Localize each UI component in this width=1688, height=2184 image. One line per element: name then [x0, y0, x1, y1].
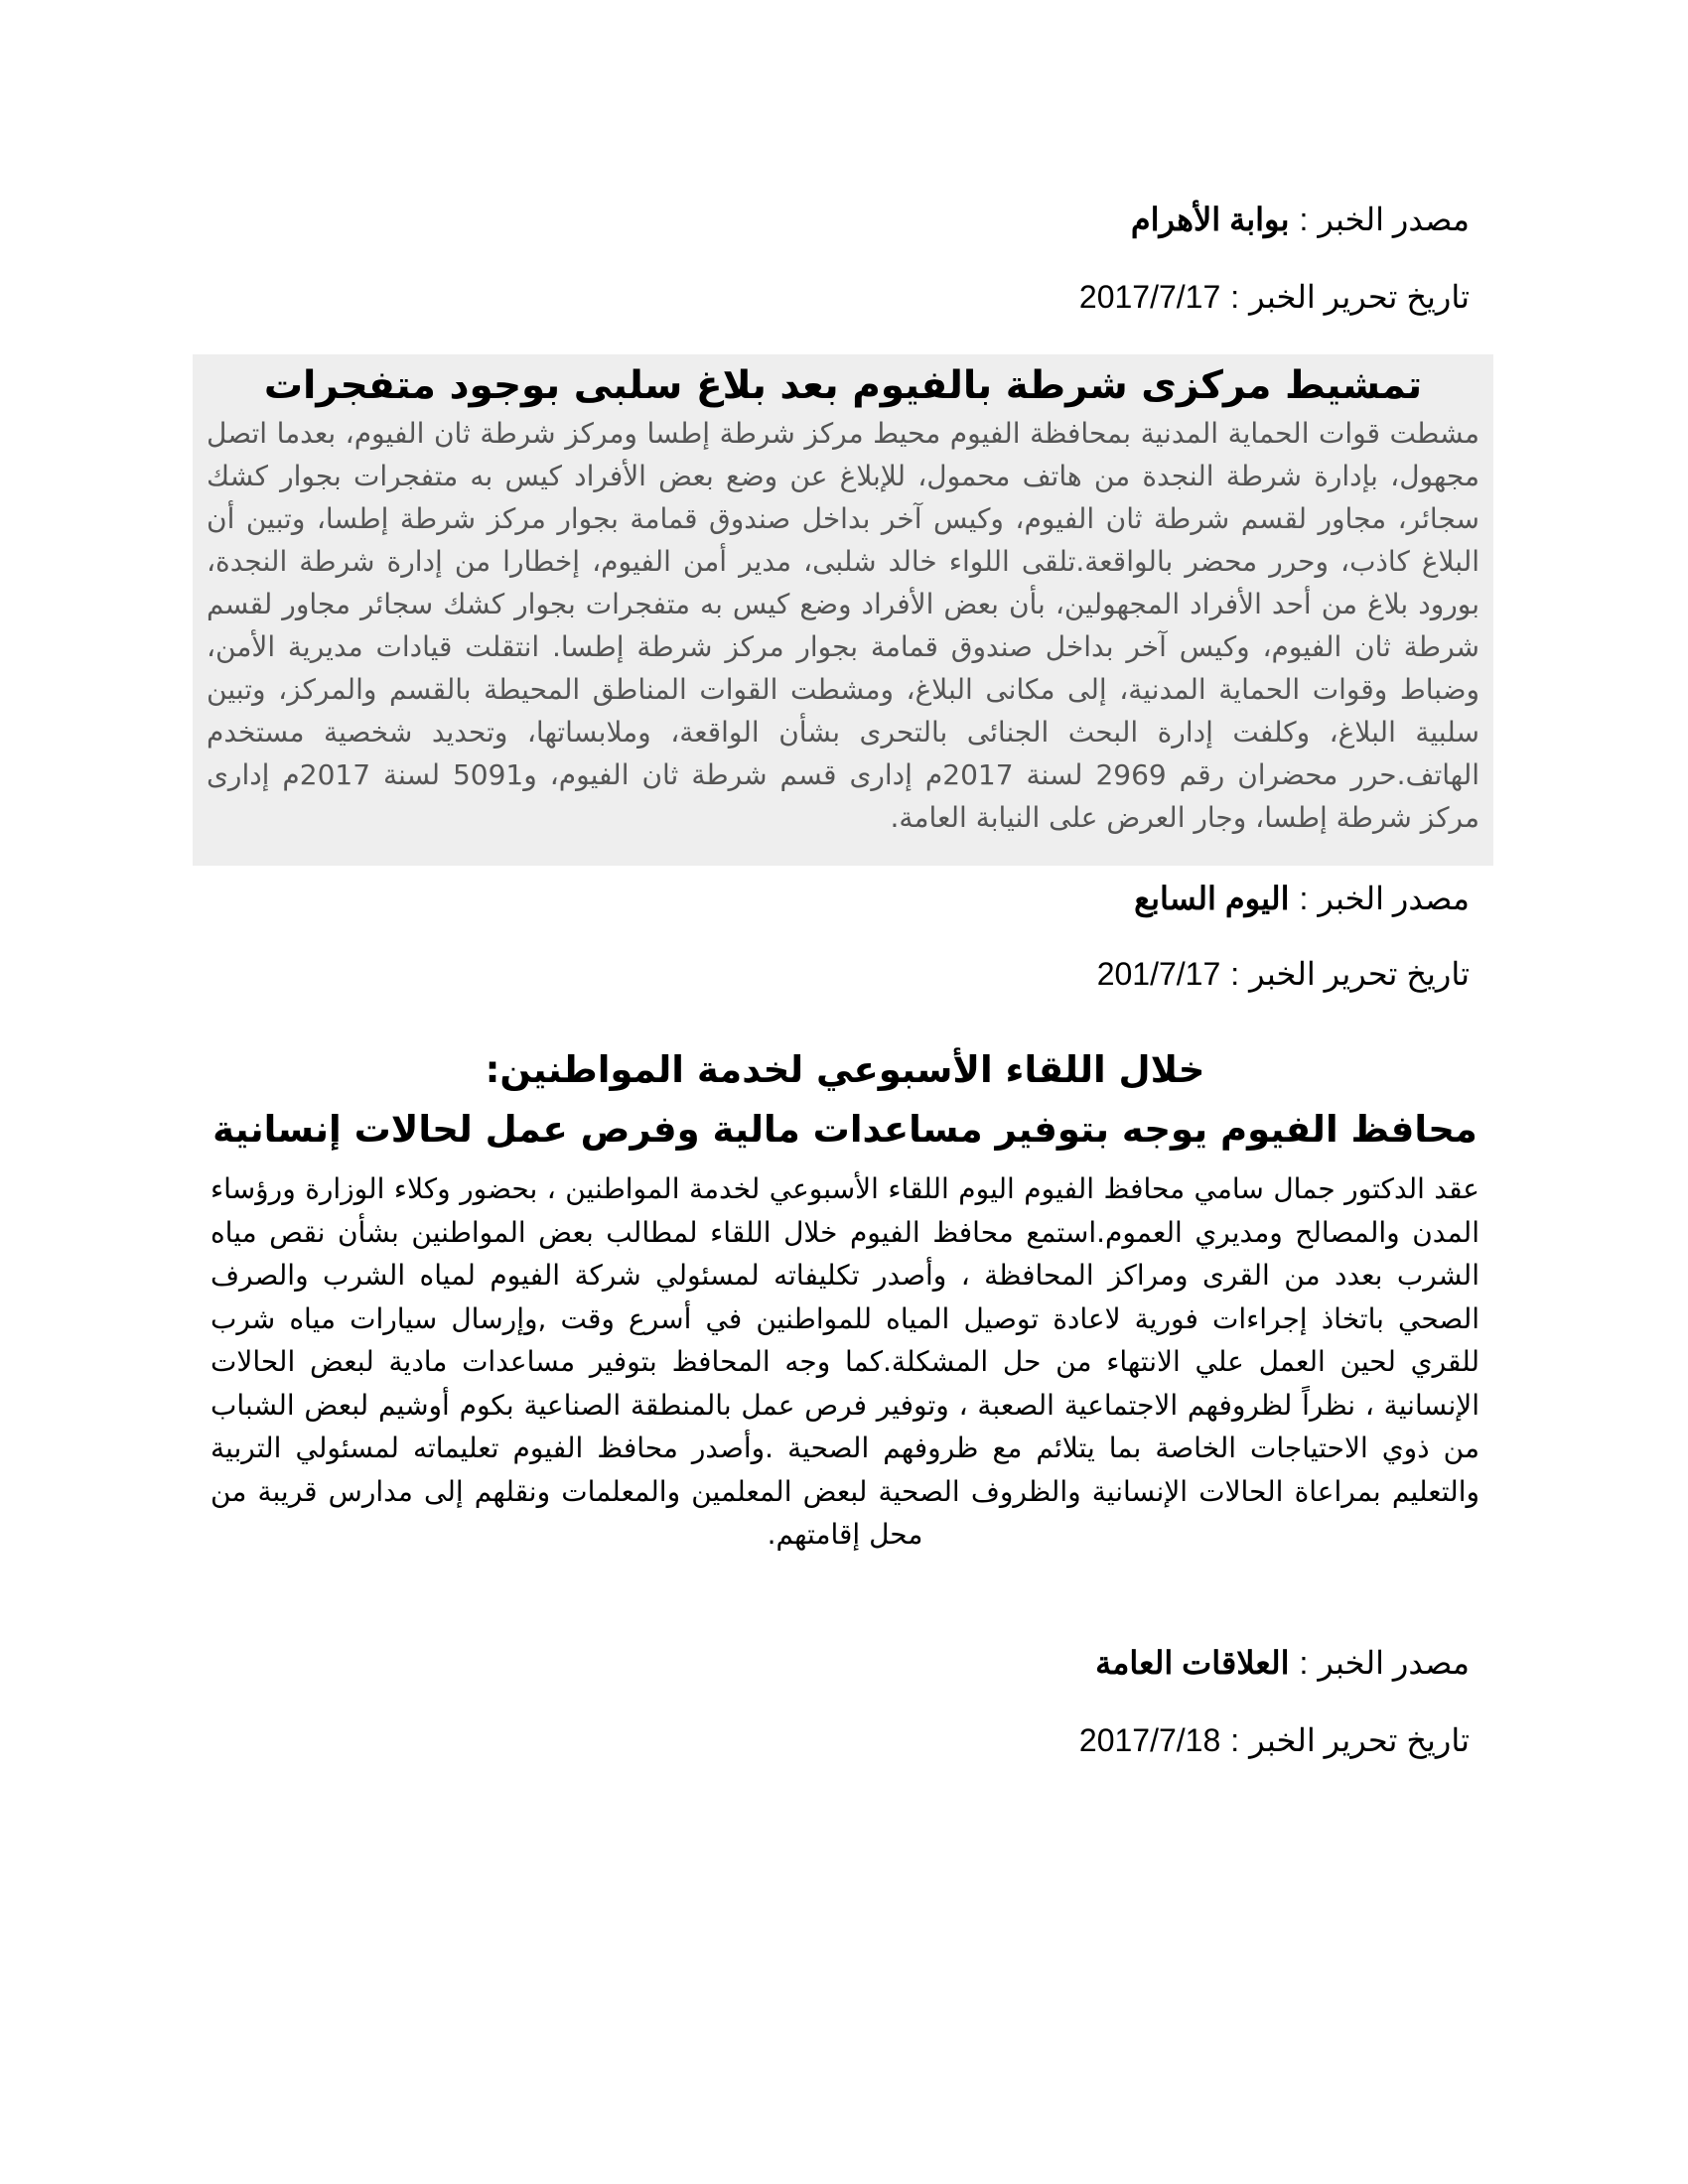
separator: : [1230, 279, 1240, 315]
source-label: مصدر الخبر [1318, 881, 1470, 916]
source-value: العلاقات العامة [1095, 1645, 1290, 1681]
separator: : [1230, 956, 1240, 992]
article-block [193, 354, 1493, 866]
source-value: اليوم السابع [1134, 881, 1290, 916]
date-value: 201/7/17 [1096, 956, 1221, 992]
article-title: تمشيط مركزى شرطة بالفيوم بعد بلاغ سلبى بوجود متفجرات [263, 363, 1423, 408]
edit-date-line [179, 955, 1470, 993]
separator: : [1299, 1645, 1309, 1681]
separator: : [1299, 202, 1309, 237]
edit-date-line [179, 278, 1470, 316]
news-source-line [179, 201, 1470, 238]
separator: : [1299, 881, 1309, 916]
article-body: عقد الدكتور جمال سامي محافظ الفيوم اليوم اللقاء الأسبوعي لخدمة المواطنين ، بحضور وكلاء الوزارة ورؤساء المدن والمصالح ومديري العموم.استمع محافظ الفيوم خلال اللقاء لمطالب بعض المواطنين بشأن نقص مياه الشرب بعدد من القرى ومراكز المحافظة ، وأصدر تكليفاته لمسئولي شركة الفيوم لمياه الشرب والصرف الصحي باتخاذ إجراءات فورية لاعادة توصيل المياه للمواطنين في أسرع وقت ,وإرسال سيارات مياه شرب للقري لحين العمل علي الانتهاء من حل المشكلة.كما وجه المحافظ بتوفير مساعدات مادية لبعض الحالات الإنسانية ، نظراً لظروفهم الاجتماعية الصعبة ، وتوفير فرص عمل بالمنطقة الصناعية بكوم أوشيم لبعض الشباب من ذوي الاحتياجات الخاصة بما يتلائم مع ظروفهم الصحية .وأصدر محافظ الفيوم تعليماته لمسئولي التربية والتعليم بمراعاة الحالات الإنسانية والظروف الصحية لبعض المعلمين والمعلمات ونقلهم إلى مدارس قريبة من محل إقامتهم. [211, 1172, 1479, 1551]
source-label: مصدر الخبر [1318, 1645, 1470, 1681]
separator: : [1230, 1722, 1240, 1758]
source-value: بوابة الأهرام [1130, 202, 1290, 237]
article-body: مشطت قوات الحماية المدنية بمحافظة الفيوم محيط مركز شرطة إطسا ومركز شرطة ثان الفيوم، بعدما اتصل مجهول، بإدارة شرطة النجدة من هاتف محمول، للإبلاغ عن وضع بعض الأفراد كيس به متفجرات بجوار كشك سجائر، مجاور لقسم شرطة ثان الفيوم، وكيس آخر بداخل صندوق قمامة بجوار مركز شرطة إطسا، وتبين أن البلاغ كاذب، وحرر محضر بالواقعة.تلقى اللواء خالد شلبى، مدير أمن الفيوم، إخطارا من إدارة شرطة النجدة، بورود بلاغ من أحد الأفراد المجهولين، بأن بعض الأفراد وضع كيس به متفجرات بجوار كشك سجائر مجاور لقسم شرطة ثان الفيوم، وكيس آخر بداخل صندوق قمامة بجوار مركز شرطة إطسا. انتقلت قيادات مديرية الأمن، وضباط وقوات الحماية المدنية، إلى مكانى البلاغ، ومشطت القوات المناطق المحيطة بالقسم والمركز، وتبين سلبية البلاغ، وكلفت إدارة البحث الجنائى بالتحرى بشأن الواقعة، وملابساتها، وتحديد شخصية مستخدم الهاتف.حرر محضران رقم 2969 لسنة 2017م إدارى قسم شرطة ثان الفيوم، و5091 لسنة 2017م إدارى مركز شرطة إطسا، وجار العرض على النيابة العامة. [207, 417, 1480, 834]
article-block [195, 1040, 1495, 1557]
article-title-line-2: محافظ الفيوم يوجه بتوفير مساعدات مالية وفرص عمل لحالات إنسانية [212, 1108, 1477, 1151]
date-value: 2017/7/17 [1078, 279, 1221, 315]
edit-date-line [179, 1721, 1470, 1759]
date-label: تاريخ تحرير الخبر [1249, 1722, 1470, 1758]
date-label: تاريخ تحرير الخبر [1249, 956, 1470, 992]
news-source-line [179, 880, 1470, 917]
news-source-line [179, 1644, 1470, 1682]
date-value: 2017/7/18 [1078, 1722, 1221, 1758]
date-label: تاريخ تحرير الخبر [1249, 279, 1470, 315]
article-title-line-1: خلال اللقاء الأسبوعي لخدمة المواطنين: [485, 1048, 1205, 1091]
source-label: مصدر الخبر [1318, 202, 1470, 237]
